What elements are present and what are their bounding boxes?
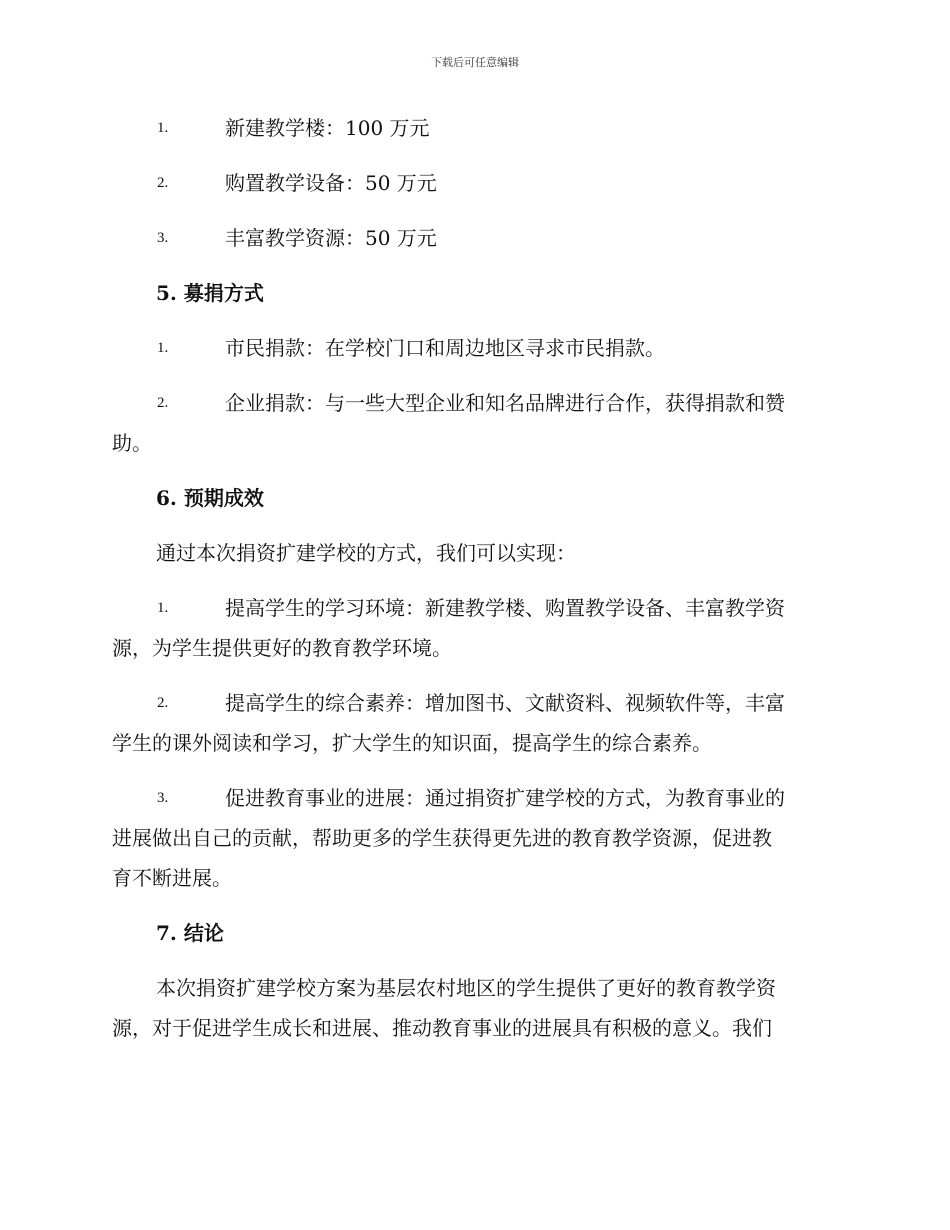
list-number: 2. <box>157 695 169 711</box>
page-header: 下载后可任意编辑 <box>431 56 519 69</box>
paragraph-text: 通过本次捐资扩建学校的方式，我们可以实现： <box>156 541 576 565</box>
budget-item <box>112 218 832 258</box>
list-number: 1. <box>157 340 169 356</box>
list-text: 丰富教学资源：50 万元 <box>225 226 437 250</box>
list-number: 2. <box>157 175 169 191</box>
list-text: 提高学生的学习环境：新建教学楼、购置教学设备、丰富教学资 <box>225 596 785 620</box>
list-text-continued: 学生的课外阅读和学习，扩大学生的知识面，提高学生的综合素养。 <box>112 731 712 755</box>
list-text: 促进教育事业的进展：通过捐资扩建学校的方式，为教育事业的 <box>225 786 785 810</box>
list-number: 3. <box>157 230 169 246</box>
list-item <box>112 383 832 463</box>
list-item <box>112 683 832 763</box>
section-heading: 5. 募捐方式 <box>156 281 264 305</box>
list-text-continued: 源，为学生提供更好的教育教学环境。 <box>112 636 452 660</box>
paragraph <box>112 968 832 1048</box>
list-number: 1. <box>157 120 169 136</box>
list-item <box>112 328 832 368</box>
list-item <box>112 588 832 668</box>
list-text-continued: 助。 <box>112 431 152 455</box>
list-text: 企业捐款：与一些大型企业和知名品牌进行合作，获得捐款和赞 <box>225 391 785 415</box>
section-heading: 7. 结论 <box>156 921 224 945</box>
section-heading: 6. 预期成效 <box>156 486 264 510</box>
list-text-continued: 育不断进展。 <box>112 866 232 890</box>
document-body <box>112 108 832 1063</box>
paragraph-text-continued: 源，对于促进学生成长和进展、推动教育事业的进展具有积极的意义。我们 <box>112 1016 772 1040</box>
budget-item <box>112 163 832 203</box>
paragraph-text: 本次捐资扩建学校方案为基层农村地区的学生提供了更好的教育教学资 <box>156 976 776 1000</box>
list-text: 新建教学楼：100 万元 <box>225 116 430 140</box>
list-text: 提高学生的综合素养：增加图书、文献资料、视频软件等，丰富 <box>225 691 785 715</box>
list-item <box>112 778 832 898</box>
list-number: 1. <box>157 600 169 616</box>
list-text: 市民捐款：在学校门口和周边地区寻求市民捐款。 <box>225 336 665 360</box>
list-number: 2. <box>157 395 169 411</box>
list-text-continued: 进展做出自己的贡献，帮助更多的学生获得更先进的教育教学资源，促进教 <box>112 826 772 850</box>
budget-item <box>112 108 832 148</box>
list-text: 购置教学设备：50 万元 <box>225 171 437 195</box>
list-number: 3. <box>157 790 169 806</box>
paragraph <box>112 533 832 573</box>
